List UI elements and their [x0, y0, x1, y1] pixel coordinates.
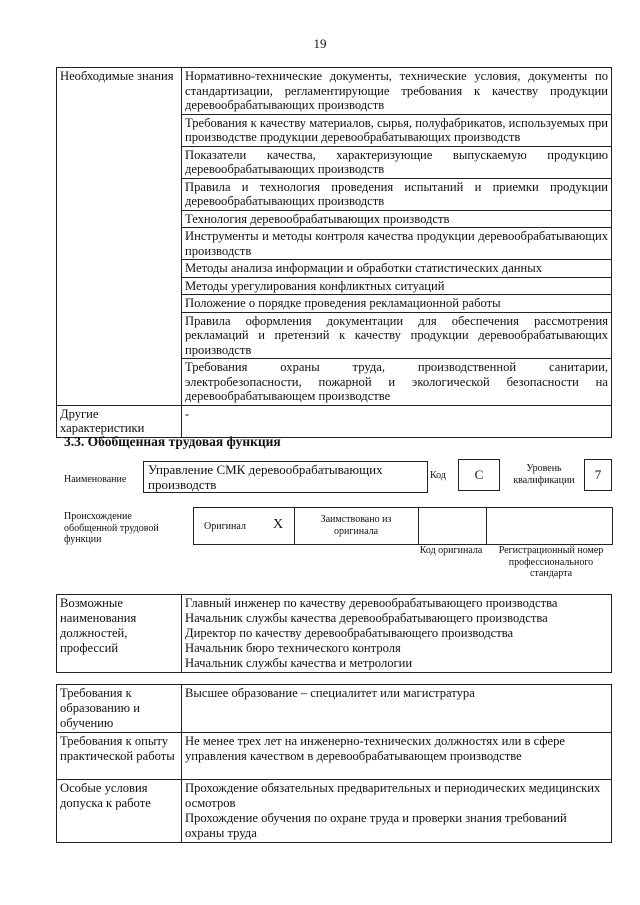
knowledge-item: Нормативно-технические документы, технические условия, документы по стандартизации, регламентирующие требования к качеству продукции деревообрабатывающих производств: [182, 68, 612, 115]
knowledge-item: Технология деревообрабатывающих производств: [182, 210, 612, 228]
name-label: Наименование: [64, 474, 127, 485]
knowledge-item: Правила и технология проведения испытаний и приемки продукции деревообрабатывающих производств: [182, 178, 612, 210]
level-value: 7: [584, 459, 612, 491]
requirements-table: [56, 684, 612, 843]
origin-divider: [294, 508, 295, 544]
code-label: Код: [430, 470, 446, 481]
position-item: Начальник службы качества и метрологии: [185, 656, 413, 670]
position-item: Начальник бюро технического контроля: [185, 641, 401, 655]
knowledge-table: [56, 67, 612, 438]
origin-box: [193, 507, 613, 545]
page-number: 19: [313, 36, 327, 51]
positions-table: [56, 594, 612, 673]
condition-line: Прохождение обязательных предварительных и периодических медицинских осмотров: [185, 781, 601, 810]
position-item: Директор по качеству деревообрабатывающего производства: [185, 626, 514, 640]
knowledge-label: Необходимые знания: [57, 68, 182, 406]
knowledge-item: Методы урегулирования конфликтных ситуаций: [182, 277, 612, 295]
original-label: Оригинал: [204, 521, 246, 532]
knowledge-item: Показатели качества, характеризующие выпускаемую продукцию деревообрабатывающих производств: [182, 146, 612, 178]
conditions-value: [182, 780, 612, 843]
knowledge-item: Требования к качеству материалов, сырья, полуфабрикатов, используемых при производстве продукции деревообрабатывающих производств: [182, 114, 612, 146]
positions-label: Возможные наименования должностей, профессий: [57, 595, 182, 673]
conditions-label: Особые условия допуска к работе: [57, 780, 182, 843]
education-value: Высшее образование – специалитет или магистратура: [182, 685, 612, 733]
code-value: C: [458, 459, 500, 491]
positions-list: [182, 595, 612, 673]
other-label: Другие характеристики: [57, 405, 182, 437]
knowledge-item: Методы анализа информации и обработки статистических данных: [182, 260, 612, 278]
origin-divider: [418, 508, 419, 544]
knowledge-item: Инструменты и методы контроля качества продукции деревообрабатывающих производств: [182, 228, 612, 260]
experience-label: Требования к опыту практической работы: [57, 733, 182, 780]
condition-line: Прохождение обучения по охране труда и проверки знания требований охраны труда: [185, 811, 567, 840]
knowledge-item: Положение о порядке проведения рекламационной работы: [182, 295, 612, 313]
knowledge-item: Правила оформления документации для обеспечения рассмотрения рекламаций и претензий к качеству продукции деревообрабатывающих производств: [182, 312, 612, 359]
name-value: Управление СМК деревообрабатывающих производств: [143, 461, 428, 493]
other-value: -: [182, 405, 612, 437]
reg-caption: Регистрационный номер профессионального стандарта: [498, 545, 604, 579]
position-item: Начальник службы качества деревообрабатывающего производства: [185, 611, 548, 625]
knowledge-item: Требования охраны труда, производственной санитарии, электробезопасности, пожарной и экологической безопасности на деревообрабатывающем производстве: [182, 359, 612, 406]
section-title: 3.3. Обобщенная трудовая функция: [64, 434, 281, 449]
education-label: Требования к образованию и обучению: [57, 685, 182, 733]
borrowed-label: Заимствовано из оригинала: [320, 514, 392, 537]
experience-value: Не менее трех лет на инженерно-технических должностях или в сфере управления качеством в деревообрабатывающем производстве: [182, 733, 612, 780]
origin-label: Происхождение обобщенной трудовой функции: [64, 511, 159, 545]
level-label: Уровень квалификации: [513, 463, 575, 486]
origin-divider: [486, 508, 487, 544]
original-mark: X: [273, 517, 284, 532]
position-item: Главный инженер по качеству деревообрабатывающего производства: [185, 596, 558, 610]
code-caption: Код оригинала: [419, 545, 483, 556]
